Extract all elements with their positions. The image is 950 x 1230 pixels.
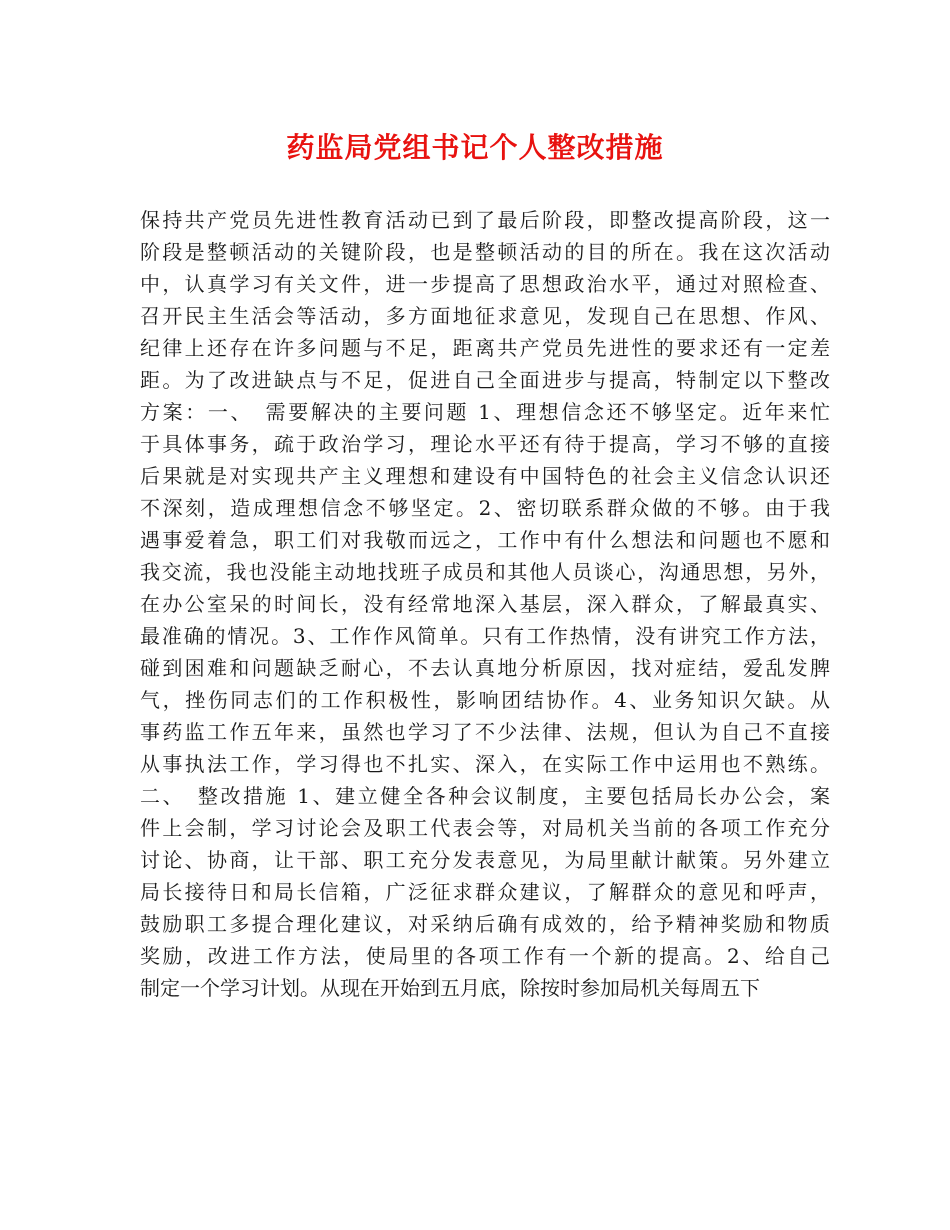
body-line: 最准确的情况。3、工作作风简单。只有工作热情，没有讲究工作方法，	[140, 624, 830, 648]
body-line: 制定一个学习计划。从现在开始到五月底，除按时参加局机关每周五下	[140, 976, 760, 1000]
body-line: 距。为了改进缺点与不足，促进自己全面进步与提高，特制定以下整改	[140, 368, 830, 392]
body-line: 局长接待日和局长信箱，广泛征求群众建议，了解群众的意见和呼声，	[140, 880, 830, 904]
body-line: 在办公室呆的时间长，没有经常地深入基层，深入群众，了解最真实、	[140, 592, 830, 616]
body-line: 遇事爱着急，职工们对我敬而远之，工作中有什么想法和问题也不愿和	[140, 528, 830, 552]
body-line: 气，挫伤同志们的工作积极性，影响团结协作。4、业务知识欠缺。从	[140, 688, 830, 712]
body-line: 于具体事务，疏于政治学习，理论水平还有待于提高，学习不够的直接	[140, 432, 830, 456]
body-line: 鼓励职工多提合理化建议，对采纳后确有成效的，给予精神奖励和物质	[140, 912, 830, 936]
body-line: 从事执法工作，学习得也不扎实、深入，在实际工作中运用也不熟练。	[140, 752, 830, 776]
body-line: 纪律上还存在许多问题与不足，距离共产党员先进性的要求还有一定差	[140, 336, 830, 360]
document-body	[140, 204, 830, 1004]
body-line: 中，认真学习有关文件，进一步提高了思想政治水平，通过对照检查、	[140, 272, 830, 296]
document-title: 药监局党组书记个人整改措施	[286, 131, 664, 164]
body-line: 不深刻，造成理想信念不够坚定。2、密切联系群众做的不够。由于我	[140, 496, 830, 520]
body-line: 讨论、协商，让干部、职工充分发表意见，为局里献计献策。另外建立	[140, 848, 830, 872]
body-line: 事药监工作五年来，虽然也学习了不少法律、法规，但认为自己不直接	[140, 720, 830, 744]
body-line: 我交流，我也没能主动地找班子成员和其他人员谈心，沟通思想，另外，	[140, 560, 830, 584]
body-line: 二、 整改措施 1、建立健全各种会议制度，主要包括局长办公会，案	[140, 784, 830, 808]
body-line: 方案：一、 需要解决的主要问题 1、理想信念还不够坚定。近年来忙	[140, 400, 830, 424]
body-line: 奖励，改进工作方法，使局里的各项工作有一个新的提高。2、给自己	[140, 944, 830, 968]
body-line: 阶段是整顿活动的关键阶段，也是整顿活动的目的所在。我在这次活动	[140, 240, 830, 264]
body-line: 保持共产党员先进性教育活动已到了最后阶段，即整改提高阶段，这一	[140, 208, 830, 232]
body-line: 件上会制，学习讨论会及职工代表会等，对局机关当前的各项工作充分	[140, 816, 830, 840]
body-line: 碰到困难和问题缺乏耐心，不去认真地分析原因，找对症结，爱乱发脾	[140, 656, 830, 680]
body-line: 召开民主生活会等活动，多方面地征求意见，发现自己在思想、作风、	[140, 304, 830, 328]
body-line: 后果就是对实现共产主义理想和建设有中国特色的社会主义信念认识还	[140, 464, 830, 488]
